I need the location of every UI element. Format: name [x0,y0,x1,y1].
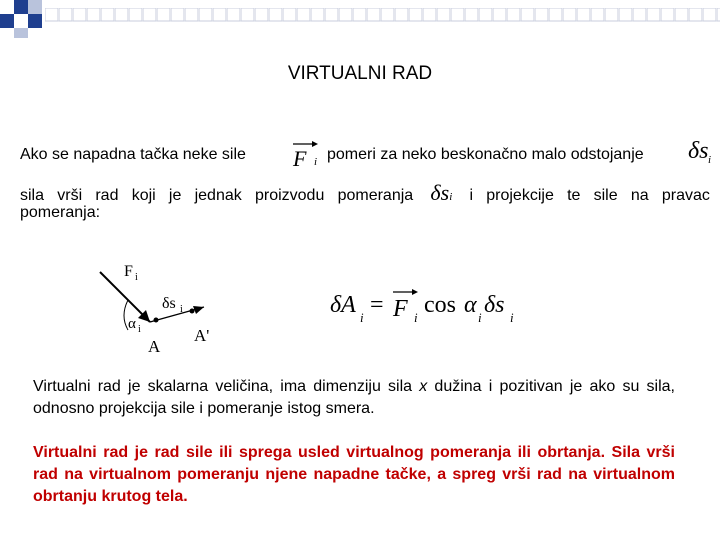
formula-cos: cos [424,292,456,318]
word: projekcije [486,187,554,204]
point-a-prime [190,309,195,314]
formula-da-sub: i [360,310,364,325]
formula-f: F [393,296,408,322]
word: rad [95,187,119,204]
word: sile [593,187,618,204]
word: na [630,187,649,204]
word: i [469,187,474,204]
para1-x: x [419,378,428,395]
word: sila [20,187,45,204]
slide-title: VIRTUALNI RAD [287,63,433,84]
formula-ds: δs [484,292,505,318]
virtual-work-formula [330,288,530,328]
line1-ds-sub: i [708,154,712,166]
formula-f-sub: i [414,310,418,325]
displacement-arrowhead [193,306,204,314]
formula-alpha-sub: i [478,310,482,325]
f-letter: F [293,146,307,170]
word: jednak [194,187,242,204]
force-vector-symbol [290,140,320,175]
label-a: A [148,337,161,356]
para1-text-a: Virtualni rad je skalarna veličina, ima dimenziju sila [33,378,420,395]
para1-text-b: dužina i pozitivan je ako su sila, odnosno projekcija sile i pomeranje istog smera. [33,378,676,417]
formula-alpha: α [464,292,477,318]
word: vrši [57,187,83,204]
label-f-sub: i [135,272,138,283]
word: pravac [661,187,710,204]
ds-letters: δs [430,180,450,205]
text-line-2 [20,180,710,206]
word: pomeranja [337,187,414,204]
paragraph-highlight: Virtualni rad je rad sile ili sprega usled virtualnog pomeranja ili obrtanja. Sila vrši rad na virtualnom pomeranju njene napadne tačke, a spreg vrši rad na virtualnom obrtanju krutog tela. [33,444,675,505]
formula-da: δA [330,292,356,318]
paragraph-definition [33,376,675,420]
virtual-displacement-figure [80,252,250,362]
label-a-prime: A' [194,326,210,345]
corner-grid-strip [45,8,720,22]
point-a [154,318,159,323]
label-ds-sub: i [180,304,183,315]
text-line-1 [20,146,246,164]
word: koji [131,187,156,204]
line1-ds-symbol: δs [688,138,709,164]
text-line-3: pomeranja: [20,204,101,221]
f-subscript: i [314,156,318,168]
label-alpha: α [128,316,136,332]
ds-subscript: i [449,191,453,203]
label-f: F [124,263,133,280]
label-ds: δs [162,295,176,312]
line1-text-b: pomeri za neko beskonačno malo odstojanje [327,146,644,163]
formula-equals: = [370,292,384,318]
word: je [168,187,182,204]
label-alpha-sub: i [138,324,141,335]
line2-ds-symbol [430,180,452,206]
line1-text-a: Ako se napadna tačka neke sile [20,146,246,163]
word: te [567,187,581,204]
formula-ds-sub: i [510,310,514,325]
word: proizvodu [254,187,325,204]
